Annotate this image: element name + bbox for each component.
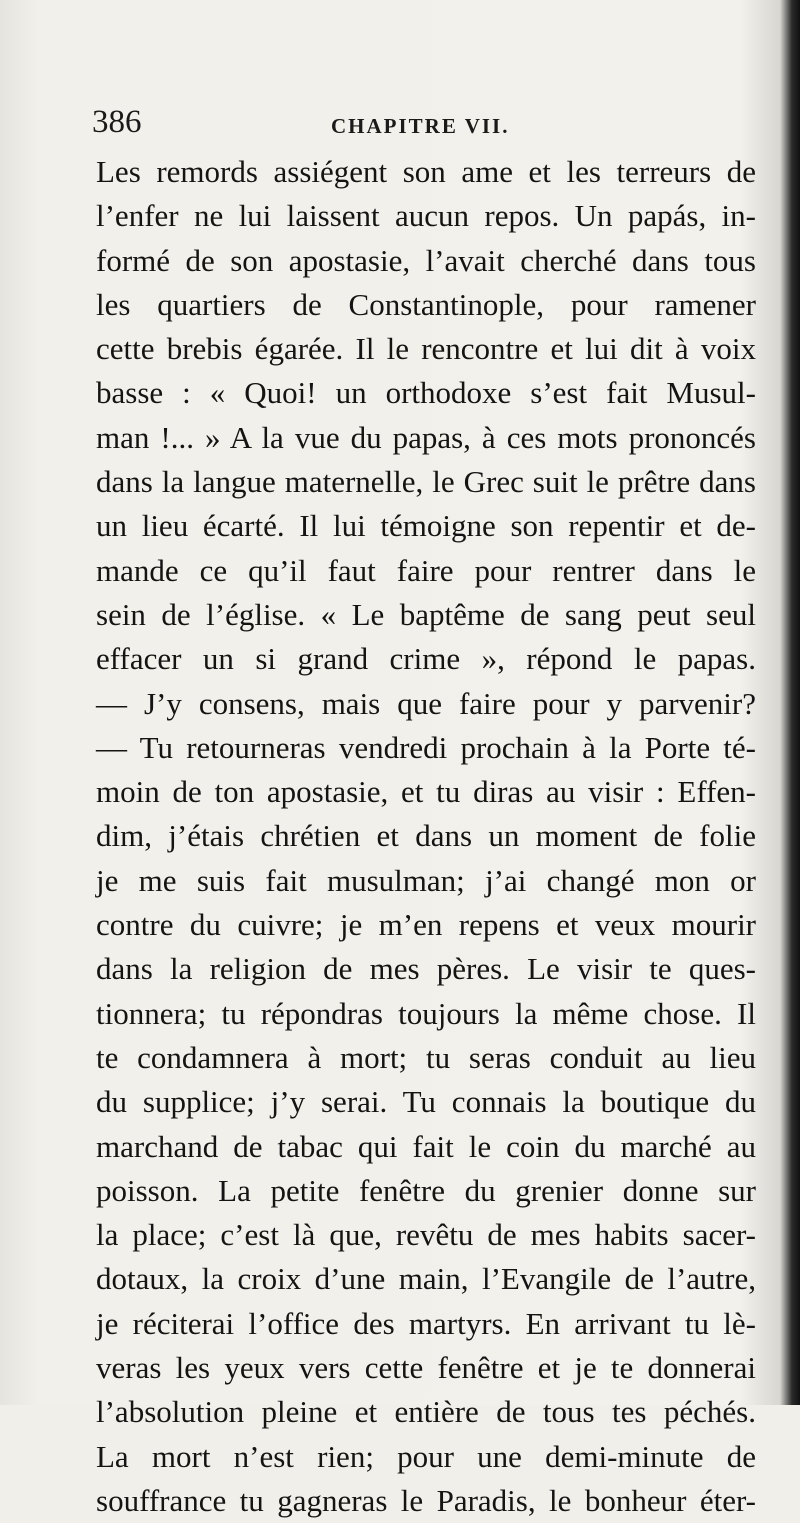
text-line: du supplice; j’y serai. Tu connais la boutique du [96, 1084, 756, 1120]
page-header [92, 104, 752, 144]
text-line: les quartiers de Constantinople, pour ramener [96, 286, 756, 322]
text-line: te condamnera à mort; tu seras conduit au lieu [96, 1039, 756, 1075]
text-line: marchand de tabac qui fait le coin du marché au [96, 1128, 756, 1164]
text-line: formé de son apostasie, l’avait cherché dans tous [96, 242, 756, 278]
page-number: 386 [92, 104, 142, 140]
text-line: l’enfer ne lui laissent aucun repos. Un papás, in- [96, 198, 756, 234]
text-line: — Tu retourneras vendredi prochain à la Porte té- [96, 729, 756, 765]
text-line: tionnera; tu répondras toujours la même chose. Il [96, 995, 756, 1031]
text-line: l’absolution pleine et entière de tous tes péchés. [96, 1394, 756, 1430]
text-line: basse : « Quoi! un orthodoxe s’est fait Musul- [96, 375, 756, 411]
text-line: mande ce qu’il faut faire pour rentrer dans le [96, 552, 756, 588]
text-line: moin de ton apostasie, et tu diras au visir : Effen- [96, 774, 756, 810]
chapter-title: CHAPITRE VII. [331, 114, 510, 138]
text-line: man !... » A la vue du papas, à ces mots prononcés [96, 419, 756, 455]
text-line: la place; c’est là que, revêtu de mes habits sacer- [96, 1217, 756, 1253]
text-line: veras les yeux vers cette fenêtre et je te donnerai [96, 1350, 756, 1386]
text-line: dotaux, la croix d’une main, l’Evangile de l’autre, [96, 1261, 756, 1297]
text-line: effacer un si grand crime », répond le papas. [96, 641, 756, 677]
text-line: dans la langue maternelle, le Grec suit le prêtre dans [96, 464, 756, 500]
text-line: dim, j’étais chrétien et dans un moment de folie [96, 818, 756, 854]
text-line: Les remords assiégent son ame et les terreurs de [96, 154, 756, 189]
text-line: poisson. La petite fenêtre du grenier donne sur [96, 1172, 756, 1208]
text-line: souffrance tu gagneras le Paradis, le bonheur éter- [96, 1482, 756, 1518]
text-line: je réciterai l’office des martyrs. En arrivant tu lè- [96, 1305, 756, 1341]
text-line: La mort n’est rien; pour une demi-minute de [96, 1438, 756, 1474]
text-line: dans la religion de mes pères. Le visir te ques- [96, 951, 756, 987]
text-line: je me suis fait musulman; j’ai changé mon or [96, 862, 756, 898]
text-line: — J’y consens, mais que faire pour y parvenir? [96, 685, 756, 721]
text-line: sein de l’église. « Le baptême de sang peut seul [96, 596, 756, 632]
text-line: cette brebis égarée. Il le rencontre et lui dit à voix [96, 331, 756, 367]
text-line: contre du cuivre; je m’en repens et veux mourir [96, 907, 756, 943]
text-line: un lieu écarté. Il lui témoigne son repentir et de- [96, 508, 756, 544]
body-text [96, 150, 756, 1523]
